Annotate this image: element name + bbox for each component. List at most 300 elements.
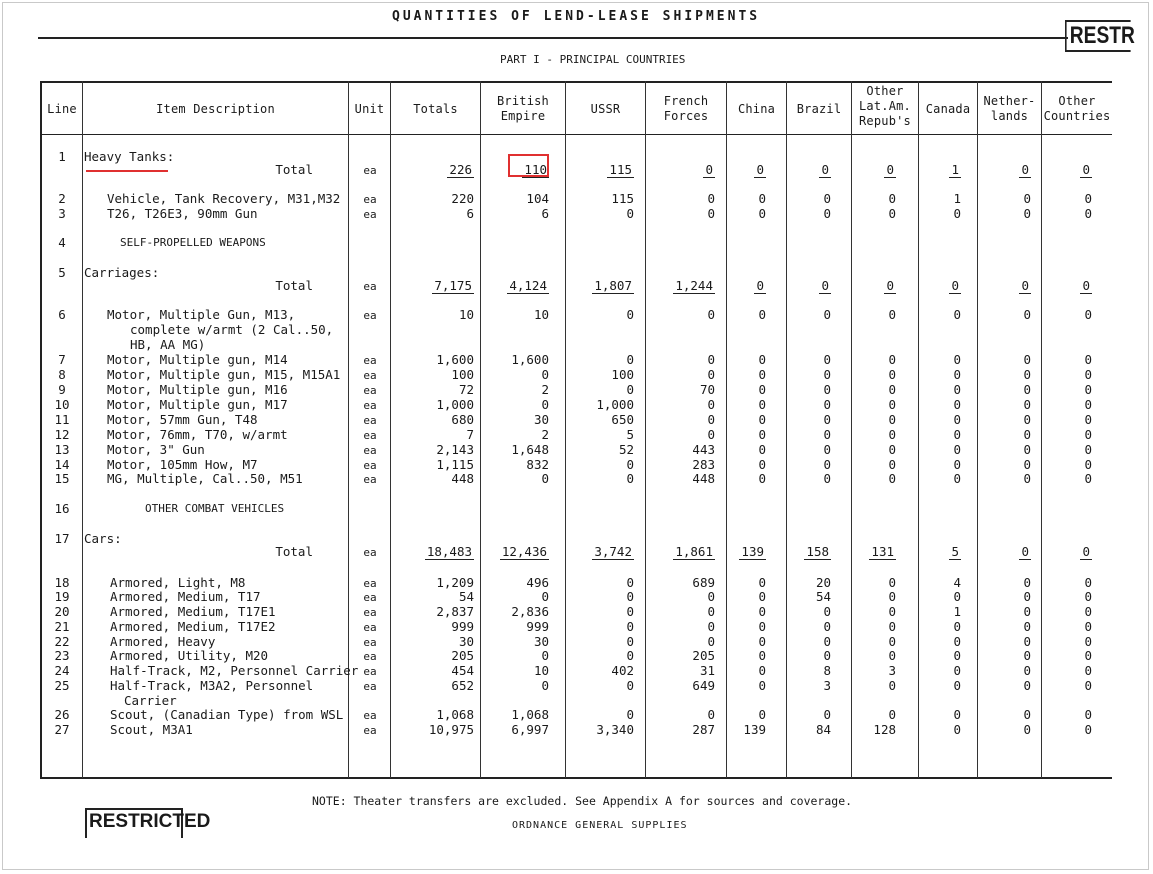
total-value: 0 (1021, 544, 1029, 559)
value-china: 0 (758, 442, 766, 457)
line-number: 16 (54, 501, 70, 516)
total-value: 131 (871, 544, 894, 559)
header-china: China (737, 101, 776, 116)
unit-cell: ea (363, 473, 377, 486)
value-british-empire: 0 (541, 648, 549, 663)
value-other-lat-am: 0 (888, 457, 896, 472)
value-totals: 1,000 (436, 397, 474, 412)
value-totals: 72 (458, 382, 474, 397)
value-brazil: 8 (823, 663, 831, 678)
total-value: 110 (524, 162, 547, 177)
unit-cell: ea (363, 208, 377, 221)
value-french-forces: 0 (707, 619, 715, 634)
value-other-countries (1012, 544, 1092, 559)
value-totals: 680 (451, 412, 474, 427)
value-ussr: 0 (626, 634, 634, 649)
value-netherlands: 0 (1023, 648, 1031, 663)
item-description: Motor, Multiple gun, M15, M15A1 (107, 367, 341, 382)
table-row (0, 531, 1153, 559)
line-number: 1 (58, 149, 66, 164)
value-other-lat-am: 0 (888, 471, 896, 486)
unit-cell: ea (363, 621, 377, 634)
total-value: 0 (1082, 162, 1090, 177)
total-value: 4,124 (509, 278, 547, 293)
value-canada: 0 (953, 412, 961, 427)
value-other-countries (1012, 162, 1092, 177)
annotation-underline (86, 170, 168, 172)
item-description-cont: Carrier (124, 693, 177, 708)
value-french-forces: 287 (692, 722, 715, 737)
value-other-lat-am: 0 (888, 397, 896, 412)
total-value: 0 (756, 162, 764, 177)
value-netherlands: 0 (1023, 707, 1031, 722)
value-other-lat-am: 0 (888, 206, 896, 221)
value-french-forces: 70 (699, 382, 715, 397)
value-totals: 10,975 (428, 722, 474, 737)
header-netherlands: Nether- lands (983, 94, 1036, 123)
value-netherlands: 0 (1023, 634, 1031, 649)
value-china: 0 (758, 412, 766, 427)
value-ussr: 115 (611, 191, 634, 206)
value-ussr: 0 (626, 352, 634, 367)
value-french-forces: 0 (707, 412, 715, 427)
value-british-empire: 2,836 (511, 604, 549, 619)
value-brazil: 0 (823, 442, 831, 457)
value-other-lat-am: 128 (873, 722, 896, 737)
total-value: 18,483 (426, 544, 472, 559)
value-other-countries: 0 (1084, 307, 1092, 322)
value-british-empire: 0 (541, 367, 549, 382)
value-ussr (554, 162, 634, 177)
line-number: 27 (54, 722, 70, 737)
value-other-countries: 0 (1084, 191, 1092, 206)
value-british-empire: 10 (533, 307, 549, 322)
value-brazil: 0 (823, 367, 831, 382)
value-other-lat-am: 0 (888, 589, 896, 604)
restricted-stamp-top: RESTR (1065, 20, 1131, 52)
value-canada: 0 (953, 352, 961, 367)
table-row (0, 589, 1153, 605)
value-british-empire: 6,997 (511, 722, 549, 737)
value-brazil: 0 (823, 619, 831, 634)
value-ussr: 650 (611, 412, 634, 427)
total-value: 0 (886, 162, 894, 177)
table-top-rule (40, 81, 1112, 83)
value-netherlands: 0 (1023, 457, 1031, 472)
value-totals: 220 (451, 191, 474, 206)
value-brazil: 0 (823, 206, 831, 221)
part-heading: PART I - PRINCIPAL COUNTRIES (500, 53, 686, 66)
value-other-lat-am: 0 (888, 442, 896, 457)
value-totals: 999 (451, 619, 474, 634)
value-ussr: 3,340 (596, 722, 634, 737)
total-value: 1,861 (675, 544, 713, 559)
value-ussr: 0 (626, 589, 634, 604)
value-canada: 0 (953, 648, 961, 663)
total-value: 0 (756, 278, 764, 293)
line-number: 21 (54, 619, 70, 634)
line-number: 11 (54, 412, 70, 427)
value-other-lat-am: 0 (888, 191, 896, 206)
item-description: Scout, M3A1 (110, 722, 193, 737)
line-number: 19 (54, 589, 70, 604)
table-row (0, 678, 1153, 708)
value-netherlands: 0 (1023, 206, 1031, 221)
value-canada: 0 (953, 707, 961, 722)
value-ussr: 52 (618, 442, 634, 457)
value-other-lat-am: 0 (888, 575, 896, 590)
value-netherlands: 0 (1023, 663, 1031, 678)
value-french-forces: 0 (707, 634, 715, 649)
table-bottom-rule (40, 777, 1112, 779)
line-number: 17 (54, 531, 70, 546)
table-row (0, 265, 1153, 293)
value-netherlands: 0 (1023, 397, 1031, 412)
item-description: Carriages: (84, 265, 160, 280)
value-other-lat-am: 0 (888, 604, 896, 619)
value-brazil: 0 (823, 412, 831, 427)
value-british-empire: 0 (541, 678, 549, 693)
value-china: 0 (758, 397, 766, 412)
title-rule (38, 37, 1068, 39)
value-totals: 2,837 (436, 604, 474, 619)
value-china: 0 (758, 619, 766, 634)
line-number: 6 (58, 307, 66, 322)
line-number: 9 (58, 382, 66, 397)
unit-cell: ea (363, 399, 377, 412)
header-item-description: Item Description (156, 101, 275, 116)
value-british-empire (469, 544, 549, 559)
value-other-countries: 0 (1084, 457, 1092, 472)
unit-cell: ea (363, 606, 377, 619)
value-netherlands: 0 (1023, 191, 1031, 206)
value-netherlands: 0 (1023, 678, 1031, 693)
value-other-countries: 0 (1084, 575, 1092, 590)
table-row (0, 382, 1153, 398)
value-totals: 652 (451, 678, 474, 693)
header-british-empire: British Empire (497, 94, 549, 123)
unit-cell: ea (363, 354, 377, 367)
total-label: Total (275, 162, 313, 177)
unit-cell: ea (363, 650, 377, 663)
annotation-highlight-box (508, 154, 549, 177)
total-value: 0 (705, 162, 713, 177)
value-totals: 1,600 (436, 352, 474, 367)
total-value: 1,244 (675, 278, 713, 293)
value-brazil: 0 (823, 352, 831, 367)
line-number: 2 (58, 191, 66, 206)
value-netherlands: 0 (1023, 307, 1031, 322)
value-brazil: 0 (823, 457, 831, 472)
value-canada: 0 (953, 663, 961, 678)
item-description: Armored, Medium, T17 (110, 589, 261, 604)
item-description: Vehicle, Tank Recovery, M31,M32 (107, 191, 341, 206)
item-description: Motor, 105mm How, M7 (107, 457, 258, 472)
value-french-forces: 0 (707, 604, 715, 619)
line-number: 23 (54, 648, 70, 663)
value-china: 0 (758, 352, 766, 367)
line-number: 15 (54, 471, 70, 486)
unit-cell: ea (363, 164, 377, 177)
value-china: 0 (758, 367, 766, 382)
footer-text: ORDNANCE GENERAL SUPPLIES (512, 820, 688, 831)
value-canada: 0 (953, 471, 961, 486)
value-other-countries (1012, 278, 1092, 293)
value-other-countries: 0 (1084, 589, 1092, 604)
value-french-forces: 283 (692, 457, 715, 472)
value-other-countries: 0 (1084, 382, 1092, 397)
value-british-empire: 0 (541, 589, 549, 604)
value-netherlands: 0 (1023, 427, 1031, 442)
value-british-empire (469, 278, 549, 293)
value-other-countries: 0 (1084, 648, 1092, 663)
value-ussr: 5 (626, 427, 634, 442)
value-china: 0 (758, 663, 766, 678)
value-china: 0 (758, 589, 766, 604)
value-british-empire: 0 (541, 471, 549, 486)
value-other-lat-am: 0 (888, 427, 896, 442)
unit-cell: ea (363, 591, 377, 604)
item-description: Motor, 57mm Gun, T48 (107, 412, 258, 427)
table-row (0, 663, 1153, 679)
value-other-countries: 0 (1084, 604, 1092, 619)
value-other-countries: 0 (1084, 427, 1092, 442)
value-china: 0 (758, 427, 766, 442)
total-value: 12,436 (501, 544, 547, 559)
total-value: 115 (609, 162, 632, 177)
value-canada: 0 (953, 634, 961, 649)
document-title: QUANTITIES OF LEND-LEASE SHIPMENTS (392, 9, 761, 24)
table-row (0, 648, 1153, 664)
value-totals (394, 544, 474, 559)
line-number: 25 (54, 678, 70, 693)
value-other-countries: 0 (1084, 352, 1092, 367)
value-other-countries: 0 (1084, 442, 1092, 457)
value-netherlands: 0 (1023, 575, 1031, 590)
value-ussr (554, 544, 634, 559)
total-value: 5 (951, 544, 959, 559)
value-brazil: 0 (823, 427, 831, 442)
value-british-empire: 1,600 (511, 352, 549, 367)
value-ussr: 0 (626, 307, 634, 322)
unit-cell: ea (363, 193, 377, 206)
value-canada: 4 (953, 575, 961, 590)
value-brazil: 0 (823, 604, 831, 619)
total-value: 226 (449, 162, 472, 177)
item-description: Motor, 76mm, T70, w/armt (107, 427, 288, 442)
value-netherlands: 0 (1023, 412, 1031, 427)
total-value: 139 (741, 544, 764, 559)
value-ussr: 0 (626, 575, 634, 590)
line-number: 13 (54, 442, 70, 457)
total-value: 0 (1082, 278, 1090, 293)
value-other-lat-am: 0 (888, 412, 896, 427)
value-ussr: 100 (611, 367, 634, 382)
value-totals: 1,209 (436, 575, 474, 590)
header-rule (40, 134, 1112, 135)
unit-cell: ea (363, 724, 377, 737)
line-number: 22 (54, 634, 70, 649)
unit-cell: ea (363, 309, 377, 322)
table-row (0, 722, 1153, 738)
value-other-lat-am: 0 (888, 678, 896, 693)
value-other-lat-am: 0 (888, 367, 896, 382)
value-british-empire: 6 (541, 206, 549, 221)
table-row (0, 427, 1153, 443)
table-row (0, 501, 1153, 517)
value-totals: 10 (458, 307, 474, 322)
item-description: Armored, Medium, T17E1 (110, 604, 276, 619)
item-description: SELF-PROPELLED WEAPONS (120, 236, 266, 249)
value-totals: 2,143 (436, 442, 474, 457)
total-value: 7,175 (434, 278, 472, 293)
table-row (0, 442, 1153, 458)
value-canada: 0 (953, 307, 961, 322)
value-ussr: 1,000 (596, 397, 634, 412)
value-totals: 30 (458, 634, 474, 649)
total-value: 0 (886, 278, 894, 293)
item-description: Armored, Medium, T17E2 (110, 619, 276, 634)
value-canada: 0 (953, 397, 961, 412)
value-china: 0 (758, 471, 766, 486)
value-china: 0 (758, 648, 766, 663)
table-row (0, 191, 1153, 207)
value-netherlands: 0 (1023, 352, 1031, 367)
value-totals (394, 278, 474, 293)
value-french-forces: 0 (707, 427, 715, 442)
value-british-empire: 30 (533, 634, 549, 649)
value-french-forces: 0 (707, 206, 715, 221)
value-french-forces: 649 (692, 678, 715, 693)
header-french-forces: French Forces (663, 94, 709, 123)
value-totals: 7 (466, 427, 474, 442)
item-description: Motor, Multiple Gun, M13, (107, 307, 296, 322)
item-description-cont: complete w/armt (2 Cal..50, (130, 322, 334, 337)
table-row (0, 707, 1153, 723)
value-totals: 454 (451, 663, 474, 678)
value-other-lat-am: 0 (888, 352, 896, 367)
value-french-forces: 689 (692, 575, 715, 590)
header-other-countries: Other Countries (1043, 94, 1111, 123)
value-ussr: 0 (626, 678, 634, 693)
value-brazil: 0 (823, 634, 831, 649)
value-other-lat-am: 0 (888, 619, 896, 634)
value-british-empire: 30 (533, 412, 549, 427)
total-label: Total (275, 544, 313, 559)
value-ussr: 0 (626, 648, 634, 663)
item-description: MG, Multiple, Cal..50, M51 (107, 471, 303, 486)
unit-cell: ea (363, 577, 377, 590)
value-china: 0 (758, 206, 766, 221)
item-description: OTHER COMBAT VEHICLES (145, 502, 285, 515)
value-china: 139 (743, 722, 766, 737)
table-row (0, 471, 1153, 487)
item-description: Armored, Utility, M20 (110, 648, 269, 663)
header-canada: Canada (925, 101, 971, 116)
total-label: Total (275, 278, 313, 293)
value-other-countries: 0 (1084, 206, 1092, 221)
item-description: Armored, Light, M8 (110, 575, 246, 590)
value-other-countries: 0 (1084, 707, 1092, 722)
item-description: Motor, Multiple gun, M17 (107, 397, 288, 412)
value-canada: 0 (953, 442, 961, 457)
value-other-lat-am: 0 (888, 707, 896, 722)
total-value: 0 (821, 278, 829, 293)
table-row (0, 412, 1153, 428)
value-french-forces: 443 (692, 442, 715, 457)
item-description: T26, T26E3, 90mm Gun (107, 206, 258, 221)
value-netherlands: 0 (1023, 589, 1031, 604)
unit-cell: ea (363, 280, 377, 293)
value-british-empire: 1,068 (511, 707, 549, 722)
value-brazil: 0 (823, 648, 831, 663)
header-other-lat-am: Other Lat.Am. Repub's (859, 83, 911, 128)
value-canada: 0 (953, 382, 961, 397)
total-value: 3,742 (594, 544, 632, 559)
value-brazil: 0 (823, 191, 831, 206)
value-other-lat-am: 0 (888, 648, 896, 663)
value-totals: 54 (458, 589, 474, 604)
value-other-countries: 0 (1084, 634, 1092, 649)
value-canada: 0 (953, 589, 961, 604)
value-canada: 0 (953, 367, 961, 382)
value-netherlands: 0 (1023, 722, 1031, 737)
unit-cell: ea (363, 384, 377, 397)
value-totals: 100 (451, 367, 474, 382)
header-brazil: Brazil (796, 101, 842, 116)
value-netherlands: 0 (1023, 382, 1031, 397)
item-description: Half-Track, M3A2, Personnel (110, 678, 314, 693)
total-value: 1,807 (594, 278, 632, 293)
restricted-stamp-bottom: RESTRICTED (85, 808, 183, 838)
value-british-empire: 10 (533, 663, 549, 678)
value-ussr: 0 (626, 382, 634, 397)
line-number: 20 (54, 604, 70, 619)
value-china: 0 (758, 382, 766, 397)
table-row (0, 206, 1153, 222)
total-value: 0 (821, 162, 829, 177)
value-other-lat-am: 0 (888, 634, 896, 649)
unit-cell: ea (363, 709, 377, 722)
value-french-forces: 448 (692, 471, 715, 486)
value-other-countries: 0 (1084, 367, 1092, 382)
value-totals: 448 (451, 471, 474, 486)
value-ussr: 0 (626, 619, 634, 634)
value-ussr: 0 (626, 206, 634, 221)
value-french-forces: 0 (707, 367, 715, 382)
value-canada: 0 (953, 722, 961, 737)
total-value: 1 (951, 162, 959, 177)
value-brazil: 3 (823, 678, 831, 693)
value-canada: 0 (953, 619, 961, 634)
value-british-empire: 2 (541, 382, 549, 397)
unit-cell: ea (363, 546, 377, 559)
unit-cell: ea (363, 680, 377, 693)
value-canada (881, 162, 961, 177)
value-brazil: 0 (823, 382, 831, 397)
item-description: Heavy Tanks: (84, 149, 175, 164)
value-netherlands: 0 (1023, 471, 1031, 486)
value-ussr: 0 (626, 707, 634, 722)
value-british-empire: 999 (526, 619, 549, 634)
unit-cell: ea (363, 636, 377, 649)
value-british-empire: 2 (541, 427, 549, 442)
value-canada: 0 (953, 427, 961, 442)
line-number: 24 (54, 663, 70, 678)
value-netherlands: 0 (1023, 367, 1031, 382)
value-french-forces: 31 (699, 663, 715, 678)
header-unit: Unit (354, 101, 385, 116)
